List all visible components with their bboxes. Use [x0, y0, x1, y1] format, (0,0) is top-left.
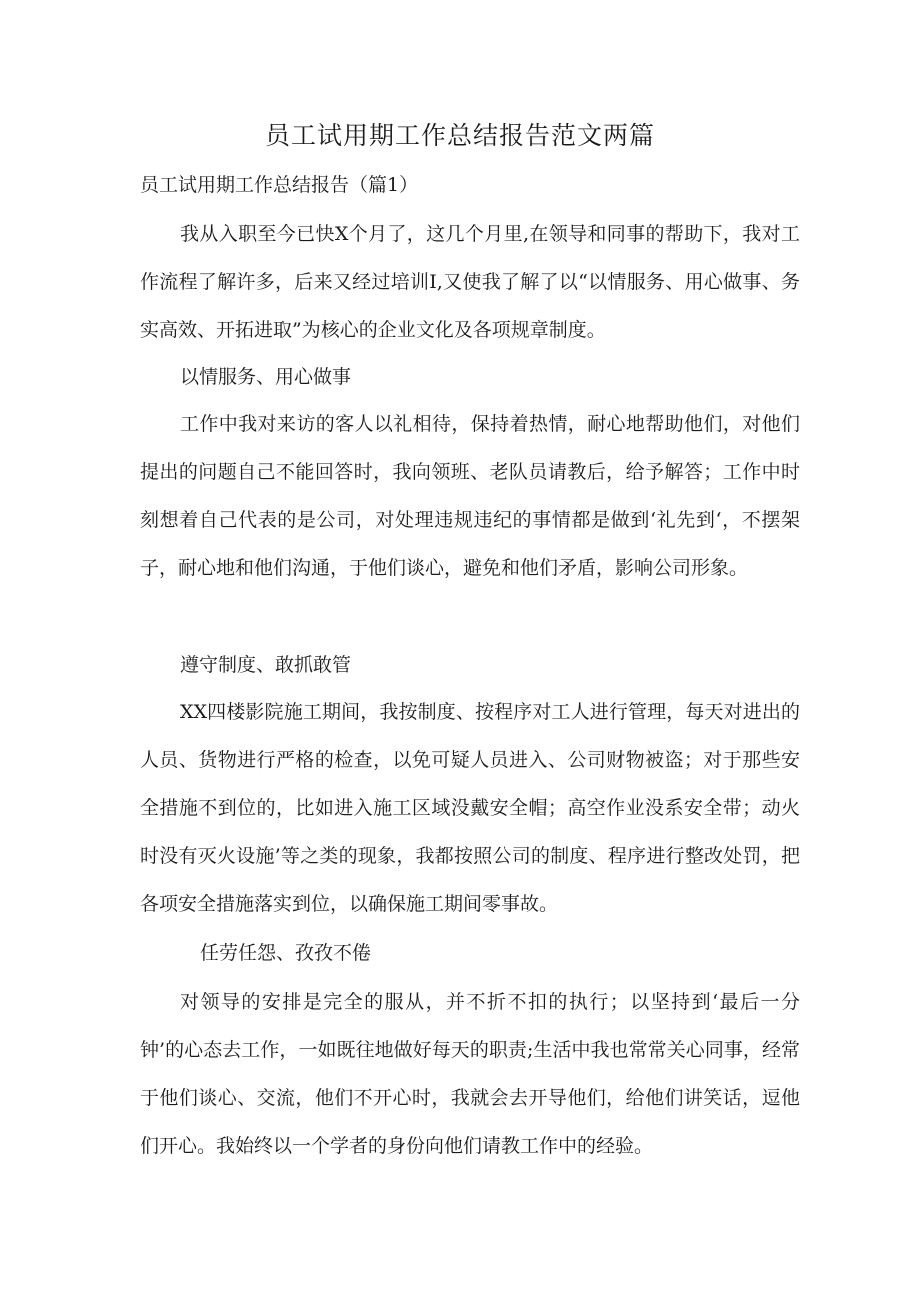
paragraph-diligence: 对领导的安排是完全的服从，并不折不扣的执行；以坚持到‘最后一分钟’的心态去工作，一如既往地做好每天的职责;生活中我也常常关心同事，经常于他们谈心、交流，他们不开心时，我就会去开导他们，给他们讲笑话，逗他们开心。我始终以一个学者的身份向他们请教工作中的经验。 — [140, 991, 800, 1157]
document-title: 员工试用期工作总结报告范文两篇 — [264, 121, 655, 150]
paragraph-rules: XX四楼影院施工期间，我按制度、按程序对工人进行管理，每天对进出的人员、货物进行严格的检查，以免可疑人员进入、公司财物被盗；对于那些安全措施不到位的，比如进入施工区域没戴安全帽；高空作业没系安全带；动火时没有灭火设施’等之类的现象，我都按照公司的制度、程序进行整改处罚，把各项安全措施落实到位，以确保施工期间零事故。 — [140, 701, 800, 915]
paragraph-service: 工作中我对来访的客人以礼相待，保持着热情，耐心地帮助他们，对他们提出的问题自己不能回答时，我向领班、老队员请教后，给予解答；工作中时刻想着自己代表的是公司，对处理违规违纪的事情都是做到‘礼先到‘，不摆架子，耐心地和他们沟通，于他们谈心，避免和他们矛盾，影响公司形象。 — [140, 413, 800, 579]
section-heading-service: 以情服务、用心做事 — [180, 366, 352, 388]
section-heading-diligence: 任劳任怨、孜孜不倦 — [200, 942, 372, 964]
paragraph-intro: 我从入职至今已快X个月了，这几个月里,在领导和同事的帮助下，我对工作流程了解许多，后来又经过培训I,又使我了解了以“以情服务、用心做事、务实高效、开拓进取”为核心的企业文化及各项规章制度。 — [140, 223, 800, 341]
section-subtitle: 员工试用期工作总结报告（篇1） — [140, 174, 419, 196]
section-heading-rules: 遵守制度、敢抓敢管 — [180, 654, 352, 676]
